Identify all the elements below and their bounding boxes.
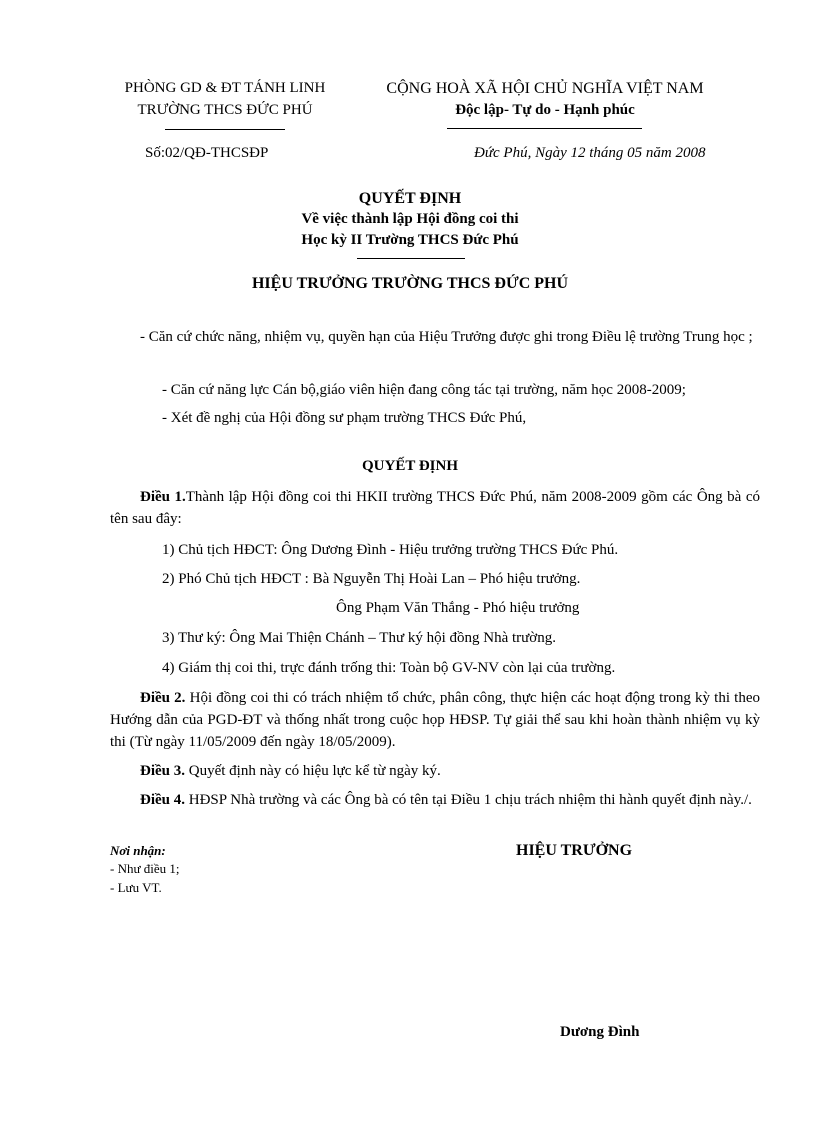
article-3-label: Điều 3. (140, 763, 185, 779)
article-4: Điều 4. HĐSP Nhà trường và các Ông bà có tên tại Điều 1 chịu trách nhiệm thi hành quyết định này./. (140, 792, 752, 808)
basis-2: - Căn cứ năng lực Cán bộ,giáo viên hiện đang công tác tại trường, năm học 2008-2009; (162, 382, 686, 398)
document-subtitle-2: Học kỳ II Trường THCS Đức Phú (301, 232, 519, 248)
article-1-label: Điều 1. (140, 489, 186, 505)
article-1-item-1: 1) Chủ tịch HĐCT: Ông Dương Đình - Hiệu trưởng trường THCS Đức Phú. (162, 542, 619, 558)
article-1-item-4: 4) Giám thị coi thi, trực đánh trống thi: Toàn bộ GV-NV còn lại của trường. (162, 660, 616, 676)
article-1-item-2: 2) Phó Chủ tịch HĐCT : Bà Nguyễn Thị Hoài Lan – Phó hiệu trưởng. (162, 571, 581, 587)
header-left-rule (165, 129, 285, 130)
header-right-rule (447, 128, 642, 129)
article-1-item-3: 3) Thư ký: Ông Mai Thiện Chánh – Thư ký hội đồng Nhà trường. (162, 630, 556, 646)
document-subtitle-1: Về việc thành lập Hội đồng coi thi (301, 211, 519, 227)
issuing-authority: HIỆU TRƯỞNG TRƯỜNG THCS ĐỨC PHÚ (251, 275, 569, 292)
signature-title: HIỆU TRƯỞNG (516, 842, 633, 859)
title-rule (357, 258, 465, 259)
school-name: TRƯỜNG THCS ĐỨC PHÚ (137, 102, 313, 118)
recipient-item-1: - Như điều 1; (110, 861, 180, 876)
agency-name: PHÒNG GD & ĐT TÁNH LINH (124, 80, 326, 96)
article-4-label: Điều 4. (140, 792, 185, 808)
basis-3: - Xét đề nghị của Hội đồng sư phạm trường THCS Đức Phú, (162, 410, 527, 426)
recipients-label: Nơi nhận: (110, 843, 166, 858)
national-motto: Độc lập- Tự do - Hạnh phúc (455, 102, 635, 118)
article-2-label: Điều 2. (140, 690, 186, 706)
place-date: Đức Phú, Ngày 12 tháng 05 năm 2008 (474, 145, 706, 161)
recipient-item-2: - Lưu VT. (110, 880, 162, 895)
national-title: CỘNG HOÀ XÃ HỘI CHỦ NGHĨA VIỆT NAM (386, 80, 704, 97)
basis-1: - Căn cứ chức năng, nhiệm vụ, quyền hạn của Hiệu Trưởng được ghi trong Điều lệ trường Trung học ; (140, 329, 753, 345)
signer-name: Dương Đình (560, 1024, 640, 1040)
document-number: Số:02/QĐ-THCSĐP (145, 145, 269, 161)
decision-heading: QUYẾT ĐỊNH (362, 458, 458, 474)
article-1-item-2b: Ông Phạm Văn Thắng - Phó hiệu trưởng (336, 600, 580, 616)
document-title: QUYẾT ĐỊNH (358, 190, 462, 207)
article-1: Điều 1.Thành lập Hội đồng coi thi HKII trường THCS Đức Phú, năm 2008-2009 gồm các Ông bà có tên sau đây: (110, 489, 761, 527)
article-2: Điều 2. Hội đồng coi thi có trách nhiệm tổ chức, phân công, thực hiện các hoạt động trong kỳ thi theo Hướng dẫn của PGD-ĐT và thống nhất trong cuộc họp HĐSP. Tự giải thể sau khi hoàn thành nhiệm vụ kỳ thi (Từ ngày 11/05/2009 đến ngày 18/05/2009). (110, 690, 761, 750)
article-3: Điều 3. Quyết định này có hiệu lực kể từ ngày ký. (140, 763, 441, 779)
